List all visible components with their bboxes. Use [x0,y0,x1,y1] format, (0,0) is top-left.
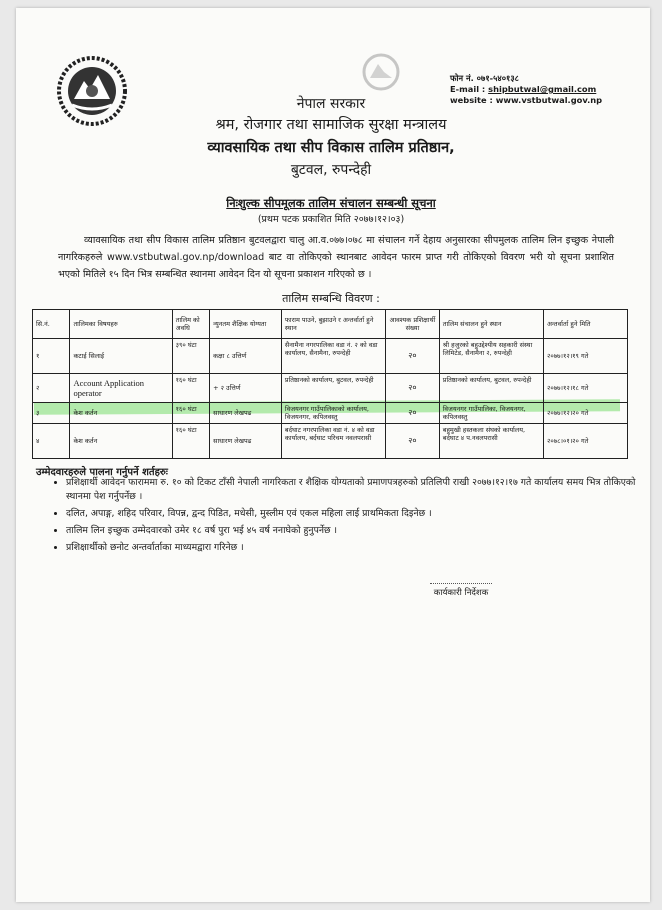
cell-qualification: कक्षा ८ उत्तिर्ण [210,339,282,374]
cell-trainees: २० [386,374,440,403]
condition-item: • दलित, अपाङ्ग, शहिद परिवार, विपन्न, द्वन्द पिडित, मधेसी, मुस्लीम एवं एकल महिला लाई प्राथमिकता दिइनेछ । [66,507,640,521]
table-title: तालिम सम्बन्धि विवरण : [282,292,380,305]
cell-interview-date: २०७७।१२।१९ गते [543,339,627,374]
header-institute: व्यावसायिक तथा सीप विकास तालिम प्रतिष्ठान, [207,140,455,156]
cell-location: बहुमुखी हस्तकला संघको कार्यालय, बर्दघाट ४ प.नवलपरासी [439,424,543,459]
table-row [33,403,628,424]
cell-trainees: २० [386,424,440,459]
table-row [33,339,628,374]
header-qualification: न्युनतम शैक्षिक योग्यता [210,310,282,339]
table-row [33,424,628,459]
header-interview-date: अन्तर्वार्ता हुने मिति [543,310,627,339]
table-header-row [33,310,628,339]
cell-trainees: २० [386,403,440,424]
cell-qualification: + २ उत्तिर्ण [210,374,282,403]
cell-sn: ४ [33,424,70,459]
watermark-logo [358,52,404,92]
cell-subject: केश कर्तन [70,403,172,424]
condition-item: • तालिम लिन इच्छुक उम्मेदवारको उमेर १८ वर्ष पुरा भई ४५ वर्ष ननाघेको हुनुपर्नेछ । [66,524,640,538]
cell-form-place: बर्दघाट नगरपालिका वडा नं. ४ को वडा कार्यालय, बर्दघाट परिचम नवलपरासी [281,424,385,459]
cell-sn: २ [33,374,70,403]
email-line: E-mail : shipbutwal@gmail.com [450,84,597,94]
condition-item: • प्रशिक्षार्थी आवेदन फाराममा रु. १० को टिकट टाँसी नेपाली नागरिकता र शैक्षिक योग्यताको प्रमाणपत्रहरुको प्रतिलिपी राखी २०७७।१२।१७ गते कार्यालय समय भित्र तोकिएको स्थानमा पेश गर्नुपर्नेछ । [66,476,640,504]
notice-subtitle: (प्रथम पटक प्रकाशित मिति २०७७।१२।०३) [257,214,405,225]
header-duration: तालिम को अवधि [172,310,209,339]
cell-interview-date: २०७८।०१।२० गते [543,424,627,459]
table-row [33,374,628,403]
phone-number: फोन नं. ०७१-५४०१३८ [450,73,519,83]
conditions-list [46,476,640,558]
cell-subject: Account Application operator [70,374,172,403]
cell-form-place: सैनामैना नगरपालिका वडा नं. २ को वडा कार्यालय, सैनामैना, रुपन्देही [281,339,385,374]
cell-qualification: साधारण लेखपढ [210,403,282,424]
cell-duration: १६० घंटा [172,424,209,459]
notice-body: व्यावसायिक तथा सीप विकास तालिम प्रतिष्ठान बुटवलद्वारा चालु आ.व.०७७।०७८ मा संचालन गर्ने देहाय अनुसारका सीपमुलक तालिम लिन इच्छुक नेपाली नागरिकहरुले www.vstbutwal.gov.np/download बाट वा तोकिएको स्थानबाट आवेदन फारम प्राप्त गरी तोकिएको विवरण भरी यो सूचना प्रशाशित भएको मितिले १५ दिन भित्र सम्बन्धित स्थानमा आवेदन दिन यो सूचना प्रकाशन गरिएको छ । [58,235,614,280]
website-line[interactable]: website : www.vstbutwal.gov.np [450,95,603,105]
header-form-place: फाराम पाउने, बुझाउने र अन्तर्वार्ता हुने स्थान [281,310,385,339]
training-table [32,309,628,459]
conditions-heading: उम्मेदवारहरुले पालना गर्नुपर्ने शर्तहरुः [36,467,168,478]
header-government: नेपाल सरकार [296,96,366,112]
cell-interview-date: २०७७।१२।२० गते [543,403,627,424]
cell-qualification: साधारण लेखपढ [210,424,282,459]
condition-item: • प्रशिक्षार्थीको छनोट अन्तर्वार्ताका माध्यमद्वारा गरिनेछ । [66,541,640,555]
header-trainees: आवश्यक प्रशिक्षार्थी संख्या [386,310,440,339]
cell-location: प्रतिष्ठानको कार्यालय, बुटवल, रुपन्देही [439,374,543,403]
cell-trainees: २० [386,339,440,374]
header-ministry: श्रम, रोजगार तथा सामाजिक सुरक्षा मन्त्रालय [215,117,447,133]
header-location: बुटवल, रुपन्देही [290,162,372,178]
cell-subject: कटाई सिलाई [70,339,172,374]
cell-subject: केश कर्तन [70,424,172,459]
cell-sn: १ [33,339,70,374]
cell-form-place: विजयनगर गाउँपालिकाको कार्यालय, विजयनगर, कपिलवस्तु [281,403,385,424]
cell-sn: ३ [33,403,70,424]
header-subject: तालिमका विषयहरु [70,310,172,339]
email-link[interactable]: shipbutwal@gmail.com [488,84,597,94]
notice-title: निःशुल्क सीपमूलक तालिम संचालन सम्बन्धी सूचना [226,196,436,210]
cell-location: श्री हजुरको बहुउद्देश्यीय सहकारी संस्था लिमिटेड, सैनामैना २, रुपन्देही [439,339,543,374]
cell-duration: १६० घंटा [172,374,209,403]
cell-location: विजयनगर गाउँपालिका, विजयनगर, कपिलवस्तु [439,403,543,424]
cell-duration: १६० घंटा [172,403,209,424]
signature-title: कार्यकारी निर्देशक [430,583,492,598]
header-location: तालिम संचालन हुने स्थान [439,310,543,339]
cell-interview-date: २०७७।१२।१८ गते [543,374,627,403]
header-sn: सि.नं. [33,310,70,339]
cell-duration: ३९० घंटा [172,339,209,374]
cell-form-place: प्रतिष्ठानको कार्यालय, बुटवल, रुपन्देही [281,374,385,403]
